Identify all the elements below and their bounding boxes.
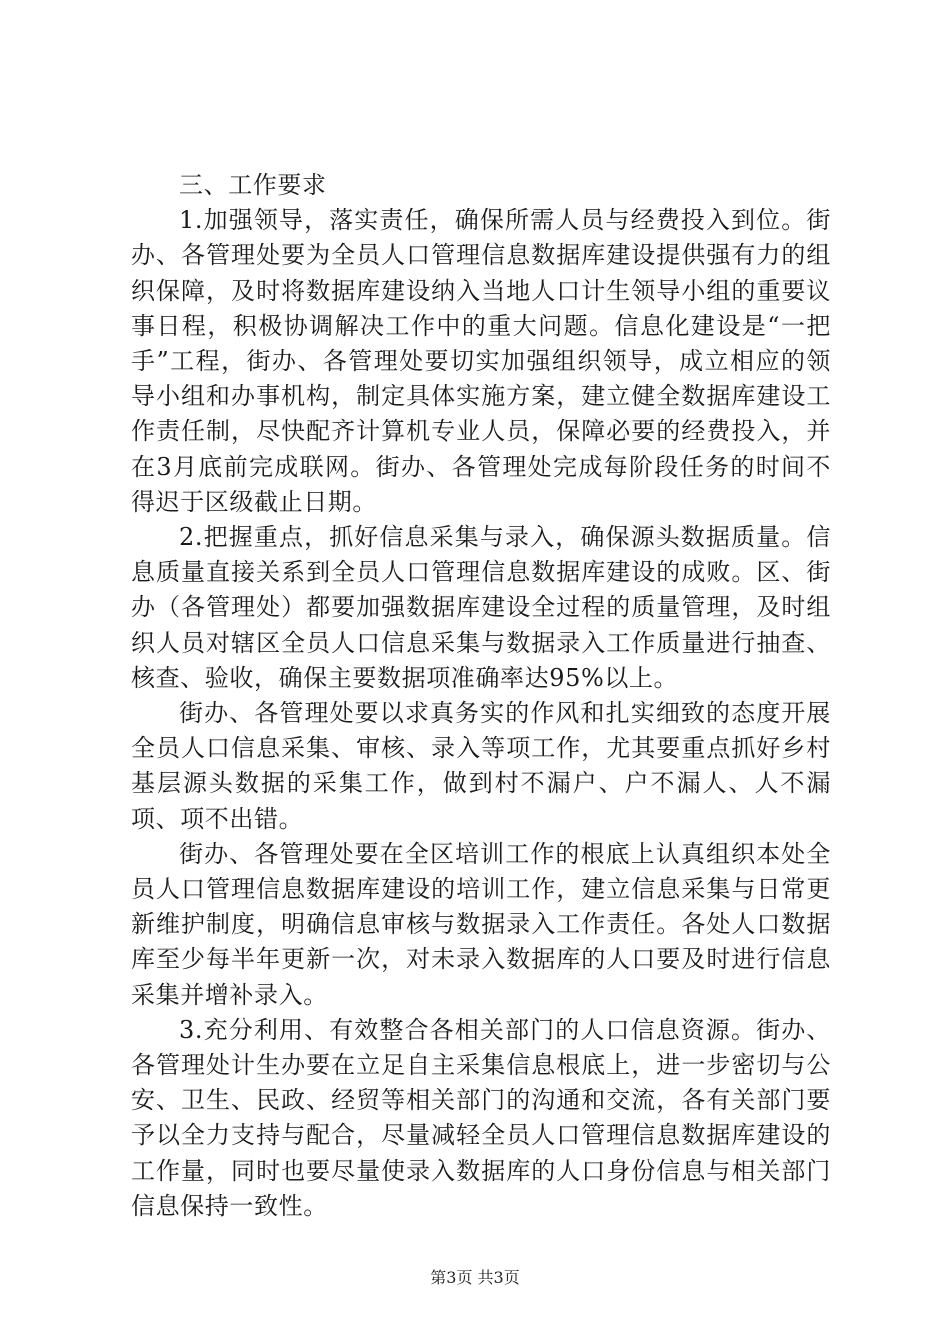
paragraph-2: 2.把握重点，抓好信息采集与录入，确保源头数据质量。信息质量直接关系到全员人口管理信息数据库建设的成败。区、街办（各管理处）都要加强数据库建设全过程的质量管理，及时组织人员对辖区全员人口信息采集与数据录入工作质量进行抽查、核查、验收，确保主要数据项准确率达95%以上。 [131,523,831,692]
document-body [131,168,831,1224]
section-heading: 三、工作要求 [179,171,327,199]
page-footer: 第3页 共3页 [430,1268,520,1287]
paragraph-1: 1.加强领导，落实责任，确保所需人员与经费投入到位。街办、各管理处要为全员人口管理信息数据库建设提供强有力的组织保障，及时将数据库建设纳入当地人口计生领导小组的重要议事日程，积极协调解决工作中的重大问题。信息化建设是“一把手”工程，街办、各管理处要切实加强组织领导，成立相应的领导小组和办事机构，制定具体实施方案，建立健全数据库建设工作责任制，尽快配齐计算机专业人员，保障必要的经费投入，并在3月底前完成联网。街办、各管理处完成每阶段任务的时间不得迟于区级截止日期。 [131,206,831,516]
paragraph-4: 街办、各管理处要在全区培训工作的根底上认真组织本处全员人口管理信息数据库建设的培训工作，建立信息采集与日常更新维护制度，明确信息审核与数据录入工作责任。各处人口数据库至少每半年更新一次，对未录入数据库的人口要及时进行信息采集并增补录入。 [131,839,831,1009]
paragraph-5: 3.充分利用、有效整合各相关部门的人口信息资源。街办、各管理处计生办要在立足自主采集信息根底上，进一步密切与公安、卫生、民政、经贸等相关部门的沟通和交流，各有关部门要予以全力支持与配合，尽量减轻全员人口管理信息数据库建设的工作量，同时也要尽量使录入数据库的人口身份信息与相关部门信息保持一致性。 [131,1015,831,1220]
paragraph-3: 街办、各管理处要以求真务实的作风和扎实细致的态度开展全员人口信息采集、审核、录入等项工作，尤其要重点抓好乡村基层源头数据的采集工作，做到村不漏户、户不漏人、人不漏项、项不出错。 [131,699,831,833]
